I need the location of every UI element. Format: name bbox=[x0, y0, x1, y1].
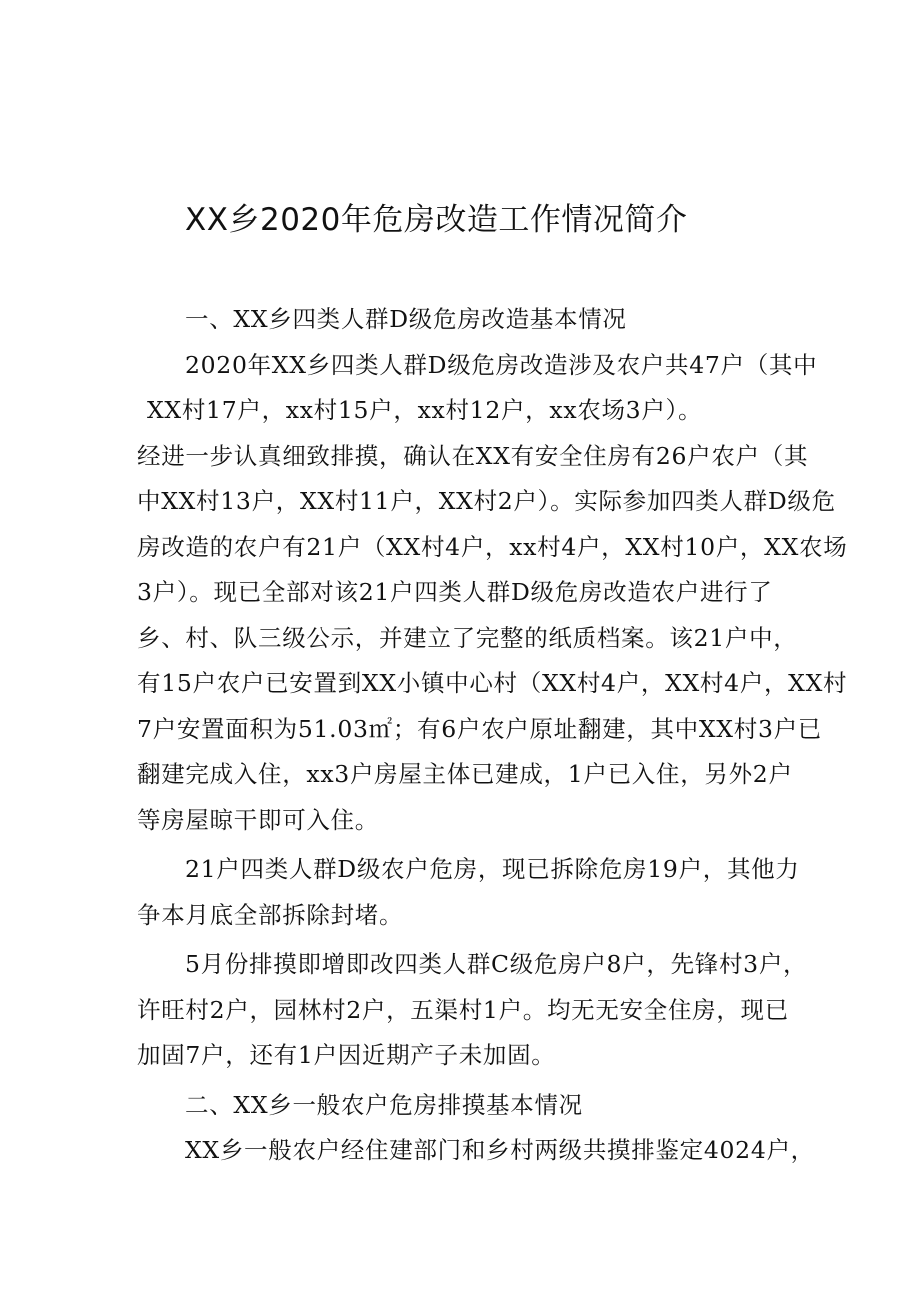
paragraph-line: 5月份排摸即增即改四类人群C级危房户8户，先锋村3户， bbox=[185, 950, 808, 978]
document-body bbox=[137, 297, 848, 1174]
section-heading-2: 二、XX乡一般农户危房排摸基本情况 bbox=[185, 1090, 583, 1119]
paragraph-line: 许旺村2户，园林村2户，五渠村1户。均无无安全住房，现已 bbox=[137, 995, 789, 1024]
paragraph-line: XX乡一般农户经住建部门和乡村两级共摸排鉴定4024户， bbox=[185, 1136, 815, 1164]
paragraph-line: 有15户农户已安置到XX小镇中心村（XX村4户，XX村4户，XX村 bbox=[137, 669, 848, 697]
paragraph-line: 21户四类人群D级农户危房，现已拆除危房19户，其他力 bbox=[185, 855, 800, 883]
paragraph-line: 7户安置面积为51.03㎡；有6户农户原址翻建，其中XX村3户已 bbox=[137, 714, 822, 743]
paragraph-line: XX村17户，xx村15户，xx村12户，xx农场3户）。 bbox=[147, 396, 703, 424]
section-heading-1: 一、XX乡四类人群D级危房改造基本情况 bbox=[185, 305, 627, 333]
paragraph-line: 争本月底全部拆除封堵。 bbox=[137, 900, 404, 929]
paragraph-line: 2020年XX乡四类人群D级危房改造涉及农户共47户（其中 bbox=[185, 350, 818, 379]
paragraph-line: 等房屋晾干即可入住。 bbox=[137, 805, 379, 834]
paragraph-line: 3户）。现已全部对该21户四类人群D级危房改造农户进行了 bbox=[137, 578, 773, 606]
paragraph-line: 加固7户，还有1户因近期产子未加固。 bbox=[137, 1041, 556, 1069]
paragraph-line: 经进一步认真细致排摸，确认在XX有安全住房有26户农户（其 bbox=[137, 441, 809, 470]
paragraph-line: 翻建完成入住，xx3户房屋主体已建成，1户已入住，另外2户 bbox=[137, 760, 793, 788]
paragraph-line: 房改造的农户有21户（XX村4户，xx村4户，XX村10户，XX农场 bbox=[137, 532, 848, 561]
document-title: XX乡2020年危房改造工作情况简介 bbox=[185, 202, 688, 238]
paragraph-line: 乡、村、队三级公示，并建立了完整的纸质档案。该21户中， bbox=[137, 623, 798, 652]
paragraph-line: 中XX村13户，XX村11户，XX村2户）。实际参加四类人群D级危 bbox=[137, 487, 836, 515]
